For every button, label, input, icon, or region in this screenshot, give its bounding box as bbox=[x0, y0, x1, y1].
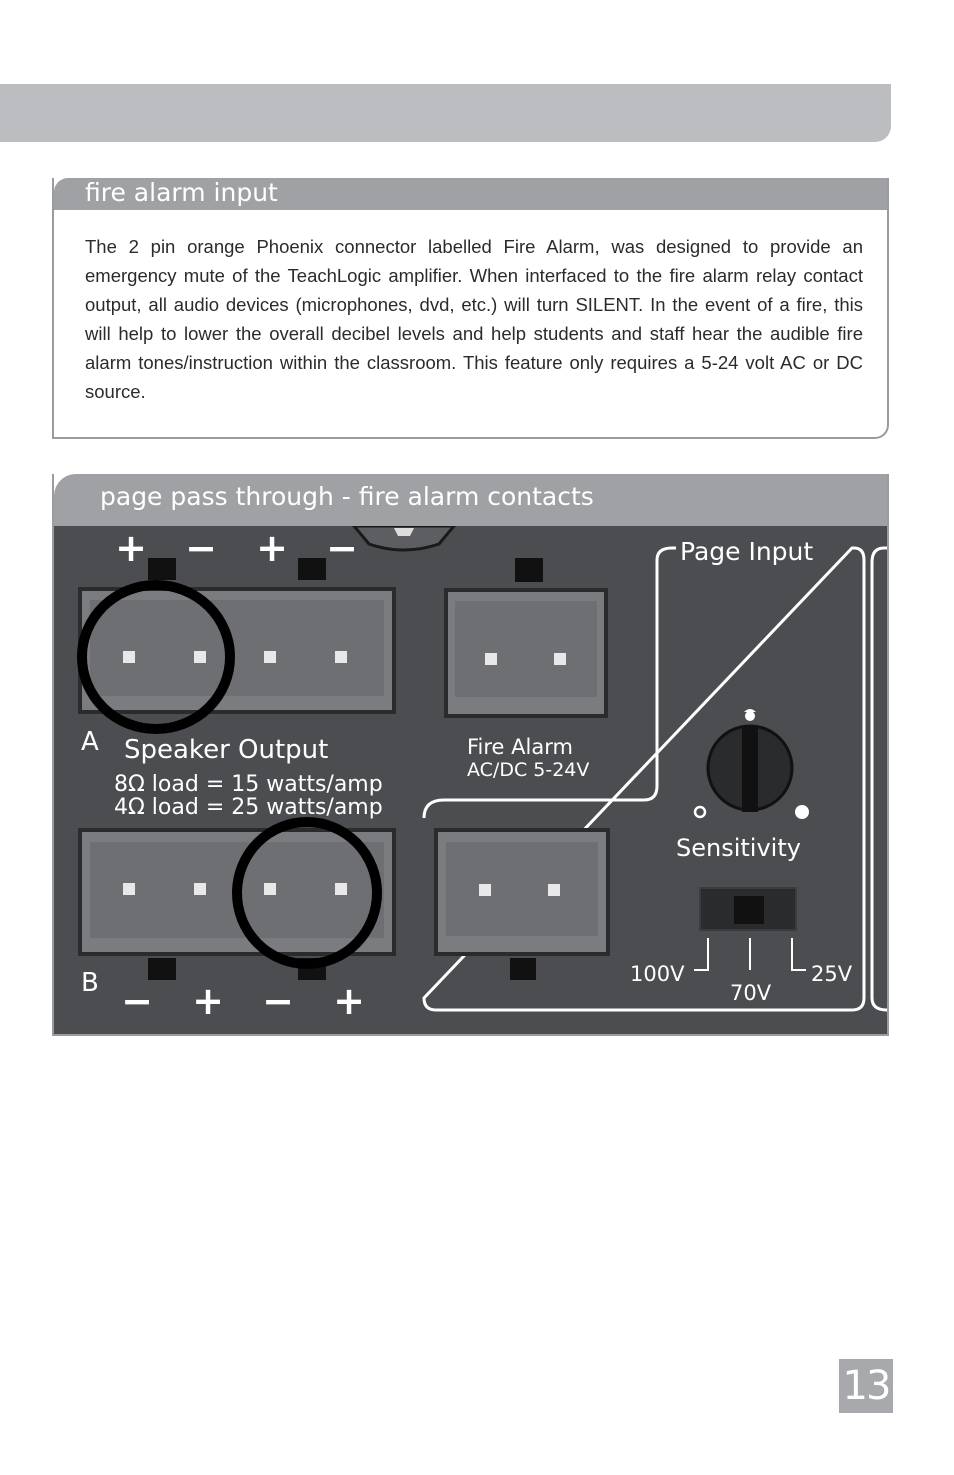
page-number: 13 bbox=[839, 1359, 893, 1413]
label-b: B bbox=[81, 968, 99, 998]
section-title: page pass through - fire alarm contacts bbox=[100, 482, 594, 511]
polarity-a-4: − bbox=[326, 526, 358, 570]
speaker-output-label: Speaker Output bbox=[124, 735, 329, 765]
load-4-label: 4Ω load = 25 watts/amp bbox=[114, 795, 383, 820]
page-input-label: Page Input bbox=[680, 537, 814, 566]
polarity-a-3: + bbox=[256, 526, 288, 570]
voltage-25-label: 25V bbox=[811, 962, 853, 986]
polarity-b-4: + bbox=[333, 979, 365, 1023]
polarity-a-2: − bbox=[185, 526, 217, 570]
label-a: A bbox=[81, 727, 99, 757]
voltage-100-label: 100V bbox=[630, 962, 685, 986]
polarity-a-1: + bbox=[115, 526, 147, 570]
fire-alarm-input-section bbox=[52, 178, 889, 439]
section-header bbox=[54, 474, 887, 526]
section-header bbox=[54, 178, 887, 210]
page-pass-through-section bbox=[52, 474, 889, 1036]
fire-alarm-label: Fire Alarm bbox=[467, 735, 573, 759]
amplifier-panel-image bbox=[54, 526, 887, 1034]
polarity-b-1: − bbox=[121, 979, 153, 1023]
fire-alarm-voltage-label: AC/DC 5-24V bbox=[467, 759, 590, 781]
section-paragraph: The 2 pin orange Phoenix connector labelled Fire Alarm, was designed to provide an emergency mute of the TeachLogic amplifier. When interfaced to the fire alarm relay contact output, all audio devices (microphones, dvd, etc.) will turn SILENT. In the event of a fire, this will help to lower the overall decibel levels and help students and staff hear the audible fire alarm tones/instruction within the classroom. This feature only requires a 5-24 volt AC or DC source. bbox=[85, 236, 863, 402]
section-title: fire alarm input bbox=[85, 178, 278, 207]
sensitivity-label: Sensitivity bbox=[676, 834, 801, 862]
header-band bbox=[0, 84, 891, 142]
voltage-70-label: 70V bbox=[730, 981, 772, 1005]
load-8-label: 8Ω load = 15 watts/amp bbox=[114, 772, 383, 797]
polarity-b-3: − bbox=[262, 979, 294, 1023]
polarity-b-2: + bbox=[192, 979, 224, 1023]
